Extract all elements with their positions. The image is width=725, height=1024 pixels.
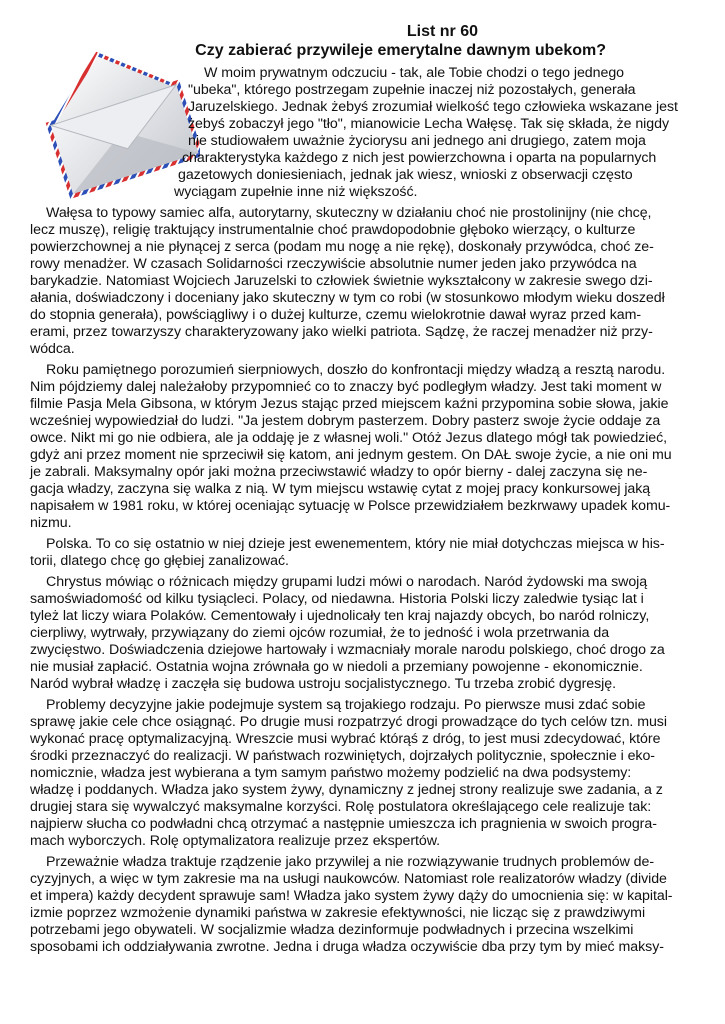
body-line: lecz muszę), religię traktujący instrumentalnie choć prawdopodobnie głęboko wierzący, o kulturze: [30, 222, 636, 238]
body-line: najpierw słucha co podwładni chcą otrzymać a następnie umieszcza ich pragnienia w swoich progra-: [30, 816, 657, 832]
envelope-icon: [40, 40, 200, 200]
body-line: wyciągam zupełnie inne niż większość.: [174, 184, 418, 200]
body-line: mach wyborczych. Rolę optymalizatora realizuje przez ekspertów.: [30, 833, 441, 849]
body-line: cyzyjnych, a więc w tym zakresie ma na usługi naukowców. Natomiast role realizatorów władzy (divide: [30, 871, 667, 887]
body-line: nie studiowałem uważnie życiorysu ani jednego ani drugiego, zatem moja: [188, 133, 646, 149]
body-line: Przeważnie władza traktuje rządzenie jako przywilej a nie rozwiązywanie trudnych problemów de-: [46, 854, 655, 870]
body-line: do stopnia generała), powściągliwy i o dużej kulturze, czemu wielokrotnie dawał wyraz przed kam-: [30, 307, 642, 323]
body-line: Jaruzelskiego. Jednak żebyś zrozumiał wielkość tego człowieka wskazane jest: [188, 99, 678, 115]
body-line: je zabrali. Maksymalny opór jaki można przeciwstawić władzy to opór bierny - dalej zaczyna się ne-: [30, 464, 648, 480]
body-line: rowy menadżer. W czasach Solidarności rzeczywiście absolutnie numer jeden jako przywódca na: [30, 256, 637, 272]
body-line: powierzchownej a nie płynącej z serca (podam mu nogę a nie rękę), doskonały przywódca, choć ze-: [30, 239, 654, 255]
body-line: W moim prywatnym odczuciu - tak, ale Tobie chodzi o tego jednego: [204, 65, 625, 81]
body-line: nie musiał zapłacić. Ostatnia wojna zrównała go w niedoli a przemiany powojenne - ekonomicznie.: [30, 659, 643, 675]
body-line: barykadzie. Natomiast Wojciech Jaruzelski to człowiek świetnie wykształcony w zakresie swego dzi-: [30, 273, 653, 289]
body-line: nomicznie, władza jest wybierana a tym samym państwo możemy podzielić na dwa podsystemy:: [30, 765, 632, 781]
envelope-illustration: [40, 40, 200, 200]
body-line: nizmu.: [30, 515, 72, 531]
body-line: drugiej stara się wywalczyć maksymalne korzyści. Rolę postulatora określającego cele realizuje tak:: [30, 799, 652, 815]
body-line: torii, dlatego chcę go głębiej zanalizować.: [30, 553, 289, 569]
body-line: gdyż ani przez moment nie sprzeciwił się katom, ani jednym gestem. On DAŁ swoje życie, a nie oni mu: [30, 447, 672, 463]
body-line: gacja władzy, zaczyna się walka z nią. W tym miejscu wstawię cytat z mojej pracy konkursowej jaką: [30, 481, 651, 497]
body-line: charakterystyka każdego z nich jest powierzchowna i oparta na popularnych: [182, 150, 657, 166]
body-line: Polska. To co się ostatnio w niej dzieje jest ewenementem, który nie miał dotychczas miejsca w his-: [46, 536, 665, 552]
body-line: et impera) każdy decydent sprawuje sam! Władza jako system żywy dąży do umocnienia się: w kapital-: [30, 888, 673, 904]
body-line: gazetowych doniesieniach, jednak jak wiesz, wnioski z obserwacji często: [178, 167, 633, 183]
body-line: ałania, doświadczony i doceniany jako skuteczny w tym co robi (w stosunkowo młodym wieku doszedł: [30, 290, 665, 306]
letter-header: [180, 22, 690, 60]
body-line: erami, przez towarzyszy charakteryzowany jako wielki patriota. Sądzę, że raczej menadżer niż przy-: [30, 324, 653, 340]
body-line: środki przeznaczyć do realizacji. W państwach rozwiniętych, dojrzałych politycznie, społecznie i eko-: [30, 748, 655, 764]
body-line: Wałęsa to typowy samiec alfa, autorytarny, skuteczny w działaniu choć nie prostolinijny (nie chcę,: [46, 205, 652, 221]
body-line: izmie poprzez wzmożenie dynamiki państwa w zakresie efektywności, nie licząc się z prawdziwymi: [30, 905, 646, 921]
letter-number: List nr 60: [406, 23, 478, 40]
body-line: owce. Nikt mi go nie odbiera, ale ja oddaję je z własnej woli." Otóż Jezus dlatego mógł tak powiedzieć,: [30, 430, 668, 446]
body-line: tyleż lat liczy wiara Polaków. Cementowały i ujednolicały ten kraj najazdy obcych, bo naród rolniczy,: [30, 608, 650, 624]
body-line: "ubeka", którego postrzegam zupełnie inaczej niż pozostałych, generała: [188, 82, 636, 98]
body-line: cierpliwy, wytrwały, przywiązany do ziemi ojców rozumiał, że to jedność i wola przetrwania da: [30, 625, 610, 641]
body-line: sprawę jakie cele chce osiągnąć. Po drugie musi rozpatrzyć drogi prowadzące do tych celów tzn. musi: [30, 714, 667, 730]
letter-headline: Czy zabierać przywileje emerytalne dawnym ubekom?: [195, 42, 606, 59]
body-line: władzę i poddanych. Władza jako system żywy, dynamiczny z jednej strony realizuje swe zadania, a z: [30, 782, 663, 798]
body-line: Roku pamiętnego porozumień sierpniowych, doszło do konfrontacji między władzą a resztą narodu.: [46, 362, 666, 378]
body-line: Nim pójdziemy dalej należałoby przypomnieć co to znaczy być podległym władzy. Jest taki moment w: [30, 379, 662, 395]
body-line: żebyś zobaczył jego "tło", mianowicie Lecha Wałęsę. Tak się składa, że nigdy: [188, 116, 670, 132]
body-line: potrzebami jego obywateli. W socjalizmie władza dezinformuje podwładnych i przecina wszelkimi: [30, 922, 634, 938]
body-line: filmie Pasja Mela Gibsona, w którym Jezus stając przed miejscem kaźni przypomina sobie słowa, jakie: [30, 396, 669, 412]
body-line: zwycięstwo. Doświadczenia dziejowe hartowały i wzmacniały morale narodu polskiego, choć drogo za: [30, 642, 665, 658]
body-line: Problemy decyzyjne jakie podejmuje system są trojakiego rodzaju. Po pierwsze musi zdać sobie: [46, 697, 646, 713]
body-line: wcześniej wypowiedział do ludzi. "Ja jestem dobrym pasterzem. Dobry pasterz swoje życie oddaje za: [30, 413, 661, 429]
body-line: Naród wybrał władzę i zaczęła się budowa ustroju socjalistycznego. Tu trzeba zrobić dygresję.: [30, 676, 616, 692]
body-line: sposobami ich oddziaływania zwrotne. Jedna i druga władza oczywiście dba przy tym by mieć maksy-: [30, 939, 664, 955]
body-line: wykonać pracę optymalizacyjną. Wreszcie musi wybrać którąś z dróg, to jest musi zdecydować, które: [30, 731, 661, 747]
body-line: napisałem w 1981 roku, w której oceniając sytuację w Polsce przewidziałem bezkrwawy upadek komu-: [30, 498, 671, 514]
body-line: Chrystus mówiąc o różnicach między grupami ludzi mówi o narodach. Naród żydowski ma swoją: [46, 574, 648, 590]
body-line: samoświadomość od kilku tysiącleci. Polacy, od niedawna. Historia Polski liczy zaledwie tysiąc lat i: [30, 591, 644, 607]
body-line: wódca.: [30, 341, 75, 357]
